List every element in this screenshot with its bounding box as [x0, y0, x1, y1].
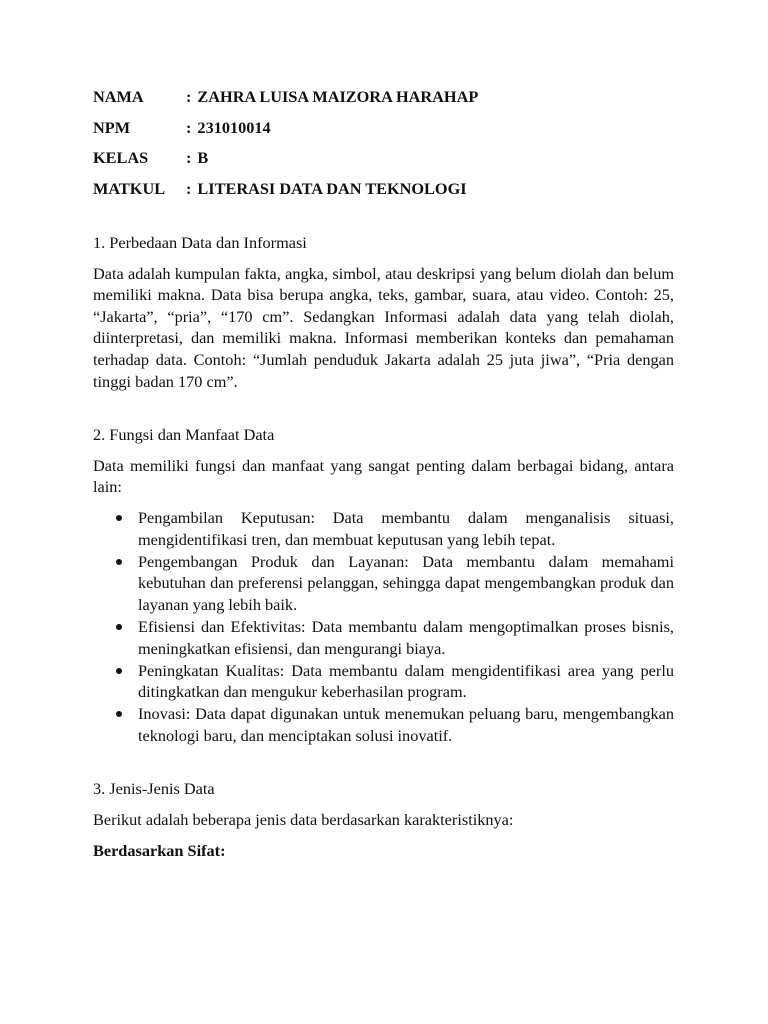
bullet-icon	[116, 515, 122, 521]
header-label: KELAS	[93, 148, 149, 167]
section-2-bullet-list	[93, 507, 674, 747]
header-row-npm	[93, 117, 674, 148]
section-1-heading: 1. Perbedaan Data dan Informasi	[93, 233, 307, 252]
header-colon: :	[186, 87, 192, 106]
list-item-text: Pengembangan Produk dan Layanan: Data membantu dalam memahami kebutuhan dan preferensi pelanggan, sehingga dapat mengembangkan produk dan layanan yang lebih baik.	[138, 551, 674, 614]
section-2-intro: Data memiliki fungsi dan manfaat yang sangat penting dalam berbagai bidang, antara lain:	[93, 455, 674, 497]
header-label: MATKUL	[93, 178, 166, 198]
list-item-text: Inovasi: Data dapat digunakan untuk menemukan peluang baru, mengembangkan teknologi baru, dan menciptakan solusi inovatif.	[138, 704, 674, 745]
list-item	[93, 507, 674, 550]
header-row-nama	[93, 86, 674, 117]
header-row-kelas	[93, 147, 674, 178]
header-label: NAMA	[93, 87, 144, 106]
section-3-subheading: Berdasarkan Sifat:	[93, 840, 226, 860]
bullet-icon	[116, 559, 122, 565]
identity-header	[93, 86, 674, 208]
header-value: 231010014	[197, 117, 271, 137]
document-content	[93, 86, 674, 861]
header-value-wrap	[186, 178, 674, 200]
header-colon: :	[186, 148, 192, 167]
header-value: LITERASI DATA DAN TEKNOLOGI	[197, 178, 467, 198]
header-colon: :	[186, 178, 192, 198]
list-item	[93, 551, 674, 616]
list-item-text: Pengambilan Keputusan: Data membantu dalam menganalisis situasi, mengidentifikasi tren, dan membuat keputusan yang lebih tepat.	[138, 507, 674, 549]
bullet-icon	[116, 624, 122, 630]
bullet-icon	[116, 668, 122, 674]
list-item-text: Efisiensi dan Efektivitas: Data membantu dalam mengoptimalkan proses bisnis, meningkatkan efisiensi, dan mengurangi biaya.	[138, 616, 674, 658]
header-colon: :	[186, 117, 192, 137]
list-item	[93, 616, 674, 659]
header-value: B	[197, 148, 209, 167]
bullet-icon	[116, 711, 122, 717]
list-item	[93, 703, 674, 746]
header-value-wrap	[186, 147, 674, 169]
section-1-paragraph: Data adalah kumpulan fakta, angka, simbol, atau deskripsi yang belum diolah dan belum memiliki makna. Data bisa berupa angka, teks, gambar, suara, atau video. Contoh: 25, “Jakarta”, “pria”, “170 cm”. Sedangkan Informasi adalah data yang telah diolah, diinterpretasi, dan memiliki makna. Informasi memberikan konteks dan pemahaman terhadap data. Contoh: “Jumlah penduduk Jakarta adalah 25 juta jiwa”, “Pria dengan tinggi badan 170 cm”.	[93, 263, 674, 391]
header-label: NPM	[93, 117, 131, 137]
section-3-heading: 3. Jenis-Jenis Data	[93, 779, 215, 799]
section-3-intro: Berikut adalah beberapa jenis data berdasarkan karakteristiknya:	[93, 810, 514, 830]
header-value: ZAHRA LUISA MAIZORA HARAHAP	[197, 87, 479, 106]
list-item	[93, 660, 674, 703]
header-value-wrap	[186, 117, 674, 139]
header-row-matkul	[93, 178, 674, 209]
section-2-heading: 2. Fungsi dan Manfaat Data	[93, 425, 275, 445]
header-value-wrap	[186, 86, 674, 108]
list-item-text: Peningkatan Kualitas: Data membantu dalam mengidentifikasi area yang perlu ditingkatkan dan mengukur keberhasilan program.	[138, 660, 674, 702]
